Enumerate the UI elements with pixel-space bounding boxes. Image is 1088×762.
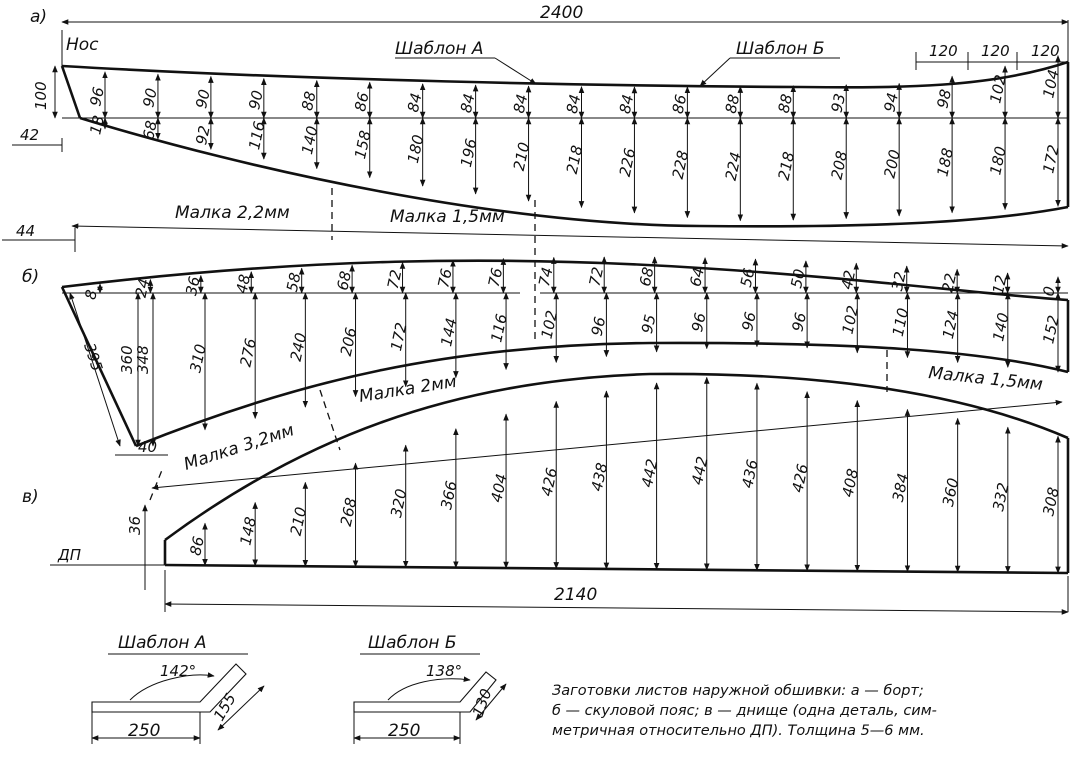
- template-a-pointer-label: Шаблон А: [395, 39, 484, 59]
- panel-b-stations: [81, 257, 1063, 430]
- panel-b-lower-station-7-value: 116: [487, 312, 511, 345]
- template-a-angle: 142°: [160, 662, 197, 680]
- panel-a-upper-station-11-value: 84: [615, 92, 638, 116]
- panel-v-station-17-value: 332: [989, 480, 1013, 513]
- dim-40: 40: [138, 438, 158, 456]
- panel-b-lower-station-6-value: 144: [437, 316, 461, 349]
- dim-100: 100: [32, 81, 50, 110]
- panel-a-lower-station-8-value: 196: [456, 137, 481, 169]
- panel-a-lower-station-5-value: 140: [298, 124, 322, 157]
- template-b-side: 130: [468, 686, 496, 720]
- panel-a-lower-station-14-value: 218: [774, 150, 799, 182]
- panel-b-upper-station-2-value: 24: [131, 276, 154, 300]
- panel-v-station-8-value: 426: [537, 466, 562, 498]
- dim-36: 36: [126, 515, 144, 535]
- panel-a-lower-station-16-value: 200: [880, 147, 905, 180]
- panel-b-upper-station-9-value: 76: [484, 266, 507, 289]
- dim-42: 42: [20, 126, 40, 144]
- panel-a-stations: [86, 56, 1063, 221]
- template-b-angle: 138°: [426, 662, 463, 680]
- panel-v-bottom-edge: [165, 565, 1068, 573]
- bevel-a-right: Малка 1,5мм: [390, 207, 505, 227]
- panel-a-bevel-line: [72, 226, 1068, 246]
- panel-v-station-5-value: 320: [387, 487, 411, 520]
- panel-v-station-15-value: 384: [888, 471, 913, 504]
- section-label-a: а): [30, 7, 48, 27]
- step-120-2: 120: [981, 42, 1010, 60]
- panel-a-upper-station-14-value: 88: [774, 92, 797, 115]
- panel-b-lower-station-17-value: 140: [989, 311, 1013, 343]
- step-120-3: 120: [1031, 42, 1060, 60]
- panel-b-upper-station-13-value: 64: [686, 265, 708, 289]
- panel-a-upper-station-3-value: 90: [192, 87, 214, 111]
- panel-a-lower-station-4-value: 116: [245, 119, 269, 152]
- dim-348: 348: [134, 345, 152, 374]
- panel-b-upper-station-18-value: 22: [938, 271, 961, 295]
- template-b-title: Шаблон Б: [368, 633, 457, 653]
- panel-a-lower-station-17-value: 188: [933, 146, 957, 179]
- panel-b-upper-station-17-value: 32: [888, 269, 910, 293]
- panel-v-stations: [186, 377, 1063, 572]
- template-a-title: Шаблон А: [118, 633, 207, 653]
- panel-b-lower-station-5-value: 172: [387, 320, 411, 353]
- caption-line-3: метричная относительно ДП). Толщина 5—6 мм.: [552, 723, 925, 739]
- bevel-b-left: Малка 3,2мм: [181, 420, 297, 475]
- panel-a-upper-station-4-value: 90: [245, 88, 267, 112]
- panel-a-upper-station-12-value: 86: [668, 92, 691, 116]
- panel-b-lower-station-14-value: 102: [838, 303, 863, 336]
- panel-v-station-6-value: 366: [437, 479, 461, 512]
- panel-b-upper-station-3-value: 36: [182, 274, 204, 298]
- panel-a-upper-station-9-value: 84: [509, 92, 532, 115]
- panel-b-lower-station-16-value: 124: [938, 308, 963, 341]
- panel-b-upper-station-19-value: 12: [988, 273, 1011, 296]
- template-a-base: 250: [128, 721, 161, 741]
- panel-a-upper-station-7-value: 84: [403, 91, 426, 114]
- template-b-pointer-label: Шаблон Б: [736, 39, 825, 59]
- panel-a-lower-station-12-value: 228: [668, 148, 693, 181]
- section-label-v: в): [22, 487, 39, 507]
- panel-a-upper-station-2-value: 90: [139, 86, 161, 109]
- panel-b-lower-station-11-value: 96: [688, 311, 710, 334]
- panel-a-upper-station-5-value: 88: [298, 89, 320, 113]
- panel-a-upper-station-19-value: 104: [1039, 67, 1063, 100]
- step-120-1: 120: [929, 42, 958, 60]
- panel-a-upper-station-10-value: 84: [562, 92, 585, 116]
- panel-a-top-edge: [62, 62, 1068, 87]
- panel-b-lower-station-18-value: 152: [1039, 313, 1063, 346]
- bottom-length-dimension-line: [165, 604, 1068, 612]
- dim-395: 395: [80, 340, 107, 374]
- template-b-base: 250: [388, 721, 421, 741]
- panel-b-upper-station-5-value: 58: [282, 271, 305, 294]
- panel-b-upper-station-1-value: 8: [81, 288, 101, 302]
- panel-a-upper-station-16-value: 94: [880, 91, 903, 114]
- panel-v-station-9-value: 438: [587, 461, 612, 493]
- panel-b-upper-station-11-value: 72: [585, 265, 608, 288]
- panel-b-lower-station-1-value: 310: [186, 342, 210, 375]
- centerline-label: ДП: [58, 546, 81, 564]
- panel-a-upper-station-15-value: 93: [827, 91, 850, 115]
- panel-a-lower-station-10-value: 218: [562, 143, 587, 176]
- bow-label: Нос: [66, 35, 99, 55]
- panel-b-lower-station-12-value: 96: [738, 310, 760, 333]
- panel-a-upper-station-6-value: 86: [351, 90, 373, 114]
- panel-v-station-11-value: 442: [688, 454, 712, 487]
- panel-b-top-edge: [62, 261, 1068, 300]
- panel-a-lower-station-6-value: 158: [351, 128, 375, 161]
- panel-b-upper-station-14-value: 56: [736, 266, 759, 289]
- panel-a-lower-station-13-value: 224: [721, 150, 746, 183]
- bevel-a-left: Малка 2,2мм: [175, 203, 290, 223]
- panel-b-lower-station-4-value: 206: [336, 325, 361, 358]
- panel-b-upper-station-7-value: 72: [383, 268, 406, 291]
- panel-b-upper-station-4-value: 48: [232, 272, 255, 296]
- panel-b-upper-station-12-value: 68: [635, 265, 658, 288]
- panel-v-station-16-value: 360: [938, 476, 963, 509]
- panel-a-lower-station-3-value: 92: [192, 124, 214, 147]
- dim-44: 44: [16, 222, 36, 240]
- panel-a-upper-station-18-value: 102: [986, 73, 1010, 105]
- bottom-length-value: 2140: [554, 585, 598, 605]
- panel-a-lower-station-9-value: 210: [509, 140, 534, 173]
- panel-v-station-2-value: 148: [236, 515, 261, 548]
- panel-a-lower-station-18-value: 180: [986, 144, 1010, 177]
- panel-a-upper-station-17-value: 98: [933, 87, 955, 111]
- panel-v-station-7-value: 404: [487, 472, 511, 504]
- panel-b-lower-station-2-value: 276: [236, 336, 261, 369]
- panel-a-upper-station-1-value: 96: [86, 85, 108, 108]
- template-b-detail: [354, 633, 506, 744]
- panel-v-station-3-value: 210: [286, 505, 311, 538]
- panel-b-upper-station-10-value: 74: [535, 265, 557, 289]
- panel-a-lower-station-19-value: 172: [1039, 143, 1063, 175]
- panel-b-lower-station-13-value: 96: [788, 310, 811, 334]
- caption-line-2: б — скуловой пояс; в — днище (одна деталь, сим-: [552, 703, 937, 719]
- panel-a-lower-station-7-value: 180: [403, 133, 428, 165]
- panel-a-upper-station-13-value: 88: [721, 92, 744, 116]
- panel-b-upper-station-6-value: 68: [333, 269, 355, 292]
- panel-a-lower-station-15-value: 208: [827, 149, 852, 182]
- panel-v-station-4-value: 268: [336, 496, 361, 528]
- bevel-b-mid: Малка 2мм: [357, 371, 459, 407]
- panel-a-lower-station-2-value: 68: [139, 118, 161, 142]
- dim-360: 360: [118, 345, 136, 374]
- panel-v-station-18-value: 308: [1039, 485, 1063, 518]
- panel-b-upper-station-16-value: 42: [837, 268, 860, 291]
- panel-a-lower-station-11-value: 226: [615, 146, 640, 179]
- panel-a-lower-station-1-value: 18: [86, 113, 108, 137]
- panel-b-lower-station-10-value: 95: [637, 312, 660, 336]
- section-label-b: б): [22, 267, 40, 287]
- panel-b-upper-station-15-value: 50: [787, 267, 809, 290]
- template-a-side: 155: [209, 690, 240, 724]
- panel-b-lower-station-9-value: 96: [587, 315, 610, 338]
- template-a-detail: [92, 633, 264, 744]
- panel-v-station-13-value: 426: [788, 462, 812, 495]
- panel-a-upper-station-8-value: 84: [456, 91, 479, 115]
- panel-b-lower-station-8-value: 102: [537, 308, 562, 341]
- total-length-value: 2400: [540, 3, 584, 23]
- panel-b-upper-station-20-value: 0: [1039, 284, 1059, 298]
- bevel-b-right: Малка 1,5мм: [927, 363, 1044, 395]
- panel-v-station-10-value: 442: [637, 457, 662, 490]
- panel-v-station-12-value: 436: [738, 457, 762, 490]
- caption-line-1: Заготовки листов наружной обшивки: а — борт;: [552, 683, 924, 699]
- panel-v-station-1-value: 86: [186, 534, 208, 558]
- panel-b-lower-station-15-value: 110: [888, 306, 913, 339]
- panel-b-lower-station-3-value: 240: [286, 331, 311, 363]
- panel-v-station-14-value: 408: [838, 466, 863, 499]
- panel-b-upper-station-8-value: 76: [434, 267, 456, 290]
